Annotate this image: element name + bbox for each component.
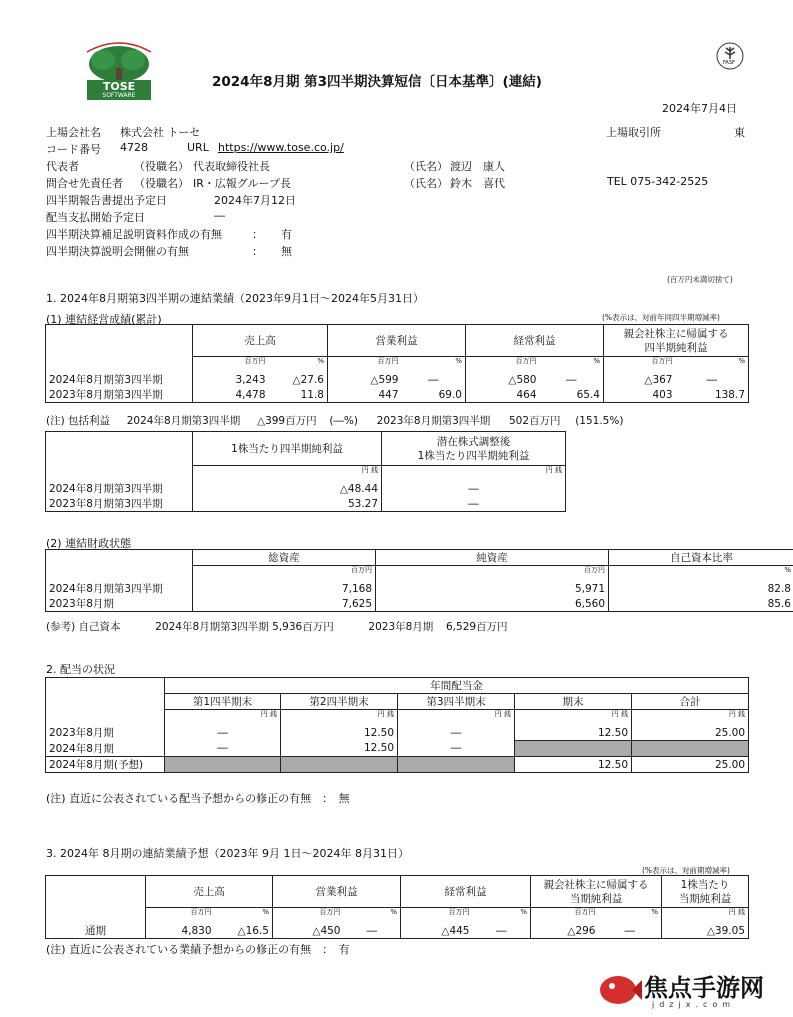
cell: 12.50 xyxy=(515,757,632,773)
cell-gray xyxy=(515,741,632,757)
col-total-assets: 総資産 xyxy=(193,550,376,566)
code-label: コード番号 xyxy=(46,143,101,156)
unit-p: % xyxy=(676,357,749,373)
ref-3: 2023年8月期 xyxy=(368,621,434,633)
col-net-income-l1: 親会社株主に帰属する xyxy=(543,878,649,891)
logo-sub: SOFTWARE xyxy=(102,92,136,99)
col-equity-ratio: 自己資本比率 xyxy=(609,550,793,566)
unit-m: 百万円 xyxy=(401,908,473,924)
row-label: 2024年8月期第3四半期 xyxy=(46,481,193,496)
section2-heading: 2. 配当の状況 xyxy=(46,663,115,676)
col-annual-dividend: 年間配当金 xyxy=(165,678,749,694)
section1-sub2: (2) 連結財政状態 xyxy=(46,537,132,550)
row-label: 2023年8月期 xyxy=(46,725,165,741)
exchange-label: 上場取引所 xyxy=(606,126,661,139)
rep-label: 代表者 xyxy=(46,160,79,173)
cell: △48.44 xyxy=(193,481,382,496)
col-eps-l1: 1株当たり xyxy=(680,878,730,891)
tel: TEL 075-342-2525 xyxy=(607,175,709,188)
rounding-note: (百万円未満切捨て) xyxy=(667,275,733,284)
col-net-assets: 純資産 xyxy=(376,550,609,566)
col-eps: 1株当たり四半期純利益 xyxy=(193,432,382,466)
cell: 3,243 xyxy=(193,372,269,387)
cell: 4,478 xyxy=(193,387,269,403)
row-label: 2023年8月期 xyxy=(46,596,193,612)
table-row xyxy=(46,757,749,773)
report-date: 2024年7月4日 xyxy=(662,102,737,115)
cell: 11.8 xyxy=(269,387,328,403)
ref-1: 2024年8月期第3四半期 xyxy=(155,621,269,633)
cell: 25.00 xyxy=(632,757,749,773)
cell: 82.8 xyxy=(609,581,793,596)
fasf-mark xyxy=(716,42,744,70)
unit-m: 百万円 xyxy=(193,566,376,582)
cell: △16.5 xyxy=(215,923,273,939)
contact-role: IR・広報グループ長 xyxy=(193,177,292,190)
listed-value: 株式会社 トーセ xyxy=(120,126,201,139)
table-row xyxy=(46,387,749,403)
cell: △367 xyxy=(604,372,676,387)
section1-sub1: (1) 連結経営成績(累計) xyxy=(46,313,162,326)
row-label: 2024年8月期第3四半期 xyxy=(46,581,193,596)
code-value: 4728 xyxy=(120,141,148,154)
comp-5: 502百万円 xyxy=(508,415,561,427)
col-diluted-eps-l1: 潜在株式調整後 xyxy=(436,435,511,448)
cell: ― xyxy=(540,372,604,387)
forecast-table xyxy=(45,875,749,939)
cell: ― xyxy=(676,372,749,387)
contact-name-label: （氏名） xyxy=(404,177,448,190)
unit-m: 百万円 xyxy=(273,908,344,924)
col-ord-income: 経常利益 xyxy=(466,325,604,357)
row-label: 2024年8月期 xyxy=(46,741,165,757)
unit-m: 百万円 xyxy=(193,357,269,373)
col-net-income-l2: 当期純利益 xyxy=(569,892,623,905)
unit-m: 百万円 xyxy=(328,357,402,373)
watermark-main: 焦点手游网 xyxy=(644,974,764,1002)
unit-m: 百万円 xyxy=(466,357,540,373)
cell: ― xyxy=(344,923,401,939)
table-row xyxy=(46,741,749,757)
cell: △599 xyxy=(328,372,402,387)
dividend-note: (注) 直近に公表されている配当予想からの修正の有無 ： 無 xyxy=(46,792,350,805)
cell: ― xyxy=(599,923,662,939)
listed-label: 上場会社名 xyxy=(46,126,101,139)
rep-name: 渡辺 康人 xyxy=(450,160,505,173)
brief-value: 無 xyxy=(281,245,292,258)
cell-gray xyxy=(165,757,281,773)
cell: △445 xyxy=(401,923,473,939)
cell: 12.50 xyxy=(515,725,632,741)
cell: 4,830 xyxy=(146,923,215,939)
tose-logo xyxy=(83,38,155,102)
rep-name-label: （氏名） xyxy=(404,160,448,173)
table-row xyxy=(46,923,749,939)
col-ord-income: 経常利益 xyxy=(401,876,531,908)
cell: 53.27 xyxy=(193,496,382,512)
cell: 464 xyxy=(466,387,540,403)
unit-p: % xyxy=(609,566,793,582)
cell: △296 xyxy=(531,923,599,939)
cell: 12.50 xyxy=(281,725,398,741)
brief-label: 四半期決算説明会開催の有無 xyxy=(46,245,189,258)
unit-p: % xyxy=(344,908,401,924)
col-sales: 売上高 xyxy=(193,325,328,357)
report-date-value: 2024年7月12日 xyxy=(214,194,296,207)
ref-2: 5,936百万円 xyxy=(272,621,334,633)
col-op-income: 営業利益 xyxy=(328,325,466,357)
table-row xyxy=(46,596,793,612)
unit-m: 百万円 xyxy=(531,908,599,924)
row-label: 2024年8月期第3四半期 xyxy=(46,372,193,387)
section1-heading: 1. 2024年8月期第3四半期の連結業績（2023年9月1日～2024年5月31日） xyxy=(46,292,424,305)
fish-icon xyxy=(596,968,642,1010)
equity-reference xyxy=(46,619,508,634)
col-sales: 売上高 xyxy=(146,876,273,908)
cell: 6,560 xyxy=(376,596,609,612)
unit-m: 百万円 xyxy=(146,908,215,924)
col-total: 合計 xyxy=(632,694,749,710)
unit-yen: 円 銭 xyxy=(398,710,515,726)
cell: 25.00 xyxy=(632,725,749,741)
cell: ― xyxy=(382,496,566,512)
cell: ― xyxy=(398,725,515,741)
section3-heading: 3. 2024年 8月期の連結業績予想（2023年 9月 1日～2024年 8月31日） xyxy=(46,847,409,860)
cell: 65.4 xyxy=(540,387,604,403)
forecast-note: (注) 直近に公表されている業績予想からの修正の有無 ： 有 xyxy=(46,943,350,956)
cell-gray xyxy=(398,757,515,773)
table-row xyxy=(46,725,749,741)
url-link[interactable]: https://www.tose.co.jp/ xyxy=(218,141,344,154)
comp-2: △399百万円 xyxy=(257,415,317,427)
row-label: 2023年8月期第3四半期 xyxy=(46,387,193,403)
col-net-income-l1: 親会社株主に帰属する xyxy=(623,327,729,340)
comp-1: 2024年8月期第3四半期 xyxy=(126,415,241,427)
cell: 12.50 xyxy=(281,741,398,757)
unit-yen: 円 銭 xyxy=(662,908,749,924)
unit-yen: 円 銭 xyxy=(515,710,632,726)
cell: ― xyxy=(165,741,281,757)
cell: ― xyxy=(402,372,466,387)
report-date-label: 四半期報告書提出予定日 xyxy=(46,194,167,207)
col-diluted-eps xyxy=(382,432,566,466)
unit-p: % xyxy=(269,357,328,373)
col-net-income xyxy=(604,325,749,357)
cell: △450 xyxy=(273,923,344,939)
contact-label: 問合せ先責任者 xyxy=(46,177,123,190)
row-label: 通期 xyxy=(46,923,146,939)
unit-yen: 円 銭 xyxy=(632,710,749,726)
supp-value: 有 xyxy=(281,228,292,241)
cell: 7,168 xyxy=(193,581,376,596)
unit-p: % xyxy=(473,908,531,924)
comp-label: (注) 包括利益 xyxy=(46,415,111,427)
cell-gray xyxy=(632,741,749,757)
table-row xyxy=(46,481,566,496)
col-eps-l2: 当期純利益 xyxy=(678,892,732,905)
watermark xyxy=(596,968,786,1014)
rep-role: 代表取締役社長 xyxy=(193,160,270,173)
div-start-label: 配当支払開始予定日 xyxy=(46,211,145,224)
comp-6: (151.5%) xyxy=(575,415,624,427)
cell: 7,625 xyxy=(193,596,376,612)
div-start-value: ― xyxy=(214,209,225,222)
comp-4: 2023年8月期第3四半期 xyxy=(376,415,491,427)
comp-3: (―%) xyxy=(329,415,358,427)
cell: 447 xyxy=(328,387,402,403)
col-net-income xyxy=(531,876,662,908)
exchange-value: 東 xyxy=(734,126,745,139)
contact-name: 鈴木 喜代 xyxy=(450,177,505,190)
dividend-table xyxy=(45,677,749,773)
row-label: 2024年8月期(予想) xyxy=(46,757,165,773)
brief-colon: ： xyxy=(252,245,263,258)
cell: △580 xyxy=(466,372,540,387)
logo-text: TOSE xyxy=(102,80,136,93)
url-label: URL xyxy=(187,141,209,154)
cell: △39.05 xyxy=(662,923,749,939)
unit-yen: 円 銭 xyxy=(281,710,398,726)
cell: 85.6 xyxy=(609,596,793,612)
cell: 403 xyxy=(604,387,676,403)
cell-gray xyxy=(281,757,398,773)
unit-p: % xyxy=(402,357,466,373)
results-table xyxy=(45,324,749,403)
row-label: 2023年8月期第3四半期 xyxy=(46,496,193,512)
cell: 5,971 xyxy=(376,581,609,596)
ref-4: 6,529百万円 xyxy=(446,621,508,633)
col-diluted-eps-l2: 1株当たり四半期純利益 xyxy=(417,449,530,462)
comprehensive-income-note xyxy=(46,413,623,428)
unit-yen: 円 銭 xyxy=(382,466,566,482)
col-eps xyxy=(662,876,749,908)
unit-m: 百万円 xyxy=(604,357,676,373)
unit-m: 百万円 xyxy=(376,566,609,582)
cell: 138.7 xyxy=(676,387,749,403)
rep-role-label: （役職名） xyxy=(134,160,189,173)
col-op-income: 営業利益 xyxy=(273,876,401,908)
cell: ― xyxy=(165,725,281,741)
unit-yen: 円 銭 xyxy=(193,466,382,482)
unit-p: % xyxy=(599,908,662,924)
cell: ― xyxy=(473,923,531,939)
cell: △27.6 xyxy=(269,372,328,387)
contact-role-label: （役職名） xyxy=(134,177,189,190)
cell: ― xyxy=(382,481,566,496)
col-q3: 第3四半期末 xyxy=(398,694,515,710)
pct-note-3: (%表示は、対前期増減率) xyxy=(642,866,730,875)
col-net-income-l2: 四半期純利益 xyxy=(644,341,708,354)
supp-colon: ： xyxy=(252,228,263,241)
unit-p: % xyxy=(215,908,273,924)
watermark-sub: jdzjx.com xyxy=(652,1000,736,1009)
col-q2: 第2四半期末 xyxy=(281,694,398,710)
unit-p: % xyxy=(540,357,604,373)
pct-note-1: (%表示は、対前年同四半期増減率) xyxy=(602,313,720,322)
table-row xyxy=(46,581,793,596)
table-row xyxy=(46,496,566,512)
cell: ― xyxy=(398,741,515,757)
ref-label: (参考) 自己資本 xyxy=(46,621,121,633)
page-title: 2024年8月期 第3四半期決算短信〔日本基準〕(連結) xyxy=(212,74,542,90)
supp-label: 四半期決算補足説明資料作成の有無 xyxy=(46,228,222,241)
col-q1: 第1四半期末 xyxy=(165,694,281,710)
fasf-label: FASF xyxy=(723,60,735,66)
table-row xyxy=(46,372,749,387)
financial-position-table xyxy=(45,549,793,612)
eps-table xyxy=(45,431,566,512)
col-year-end: 期末 xyxy=(515,694,632,710)
cell: 69.0 xyxy=(402,387,466,403)
unit-yen: 円 銭 xyxy=(165,710,281,726)
